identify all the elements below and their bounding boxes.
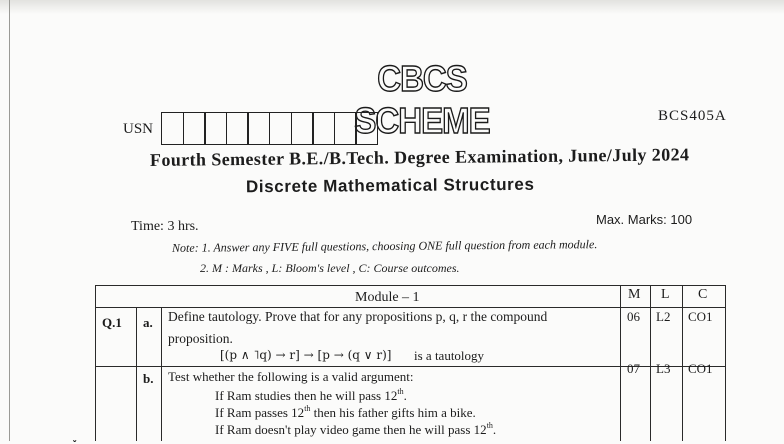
col-header-level: L [661,287,670,302]
usn-digit-box[interactable] [161,112,184,145]
usn-digit-box[interactable] [291,112,314,145]
usn-boxes [161,112,377,145]
part-a-text-line2: proposition. [168,331,233,346]
page-edge-line [9,0,10,441]
part-b-premise-2 [215,404,476,421]
premise-1-end: . [403,388,407,403]
module-heading: Module – 1 [355,290,420,305]
max-marks: Max. Marks: 100 [596,212,693,227]
part-a-formula: [(p ∧ ˥q) → r] → [p → (q ∨ r)] [220,348,392,362]
part-a-formula-tail: is a tautology [414,348,485,363]
usn-digit-box[interactable] [334,112,357,145]
part-a-label: a. [143,315,153,330]
premise-1-sup: th [397,387,404,396]
note-line-1: Note: 1. Answer any FIVE full questions, choosing ONE full question from each module. [171,237,598,255]
margin-pen-mark: ˯ [72,426,78,443]
premise-2-text: If Ram passes 12 [215,405,305,420]
usn-label: USN [123,121,154,137]
premise-2-sup: th [304,404,311,413]
premise-3-text: If Ram doesn't play video game then he will pass 12 [215,422,487,437]
usn-digit-box[interactable] [226,112,249,145]
table-level-divider [650,285,651,441]
part-a-co: CO1 [688,309,713,324]
part-b-marks: 07 [627,361,640,376]
table-right-border [725,285,726,441]
premise-3-end: . [492,422,497,437]
premise-3-sup: th [486,421,493,430]
scan-top-shadow [0,0,784,14]
subject-title: Discrete Mathematical Structures [245,174,535,197]
usn-digit-box[interactable] [355,112,378,145]
scheme-stamp: CBCS SCHEME [354,58,490,141]
col-header-co: C [698,287,708,302]
premise-1-text: If Ram studies then he will pass 12 [215,388,398,403]
premise-2-end: then his father gifts him a bike. [310,405,476,420]
part-b-text-line1: Test whether the following is a valid argument: [168,369,414,384]
time-duration: Time: 3 hrs. [131,219,199,234]
table-module-rule [95,307,726,308]
usn-digit-box[interactable] [183,112,206,145]
usn-digit-box[interactable] [204,112,227,145]
table-part-divider [161,307,162,441]
usn-digit-box[interactable] [312,112,335,145]
part-a-text-line1: Define tautology. Prove that for any propositions p, q, r the compound [168,309,548,324]
col-header-marks: M [628,287,641,302]
exam-title: Fourth Semester B.E./B.Tech. Degree Examination, June/July 2024 [149,144,690,170]
table-left-border [95,285,96,441]
part-b-premise-1 [215,387,407,404]
table-marks-divider [620,285,621,441]
part-a-level: L2 [656,309,671,324]
table-co-divider [682,285,683,441]
part-b-premise-3 [215,421,496,438]
paper-code: BCS405A [658,108,727,124]
table-qno-divider [136,307,137,441]
note-line-2: 2. M : Marks , L: Bloom's level , C: Course outcomes. [200,261,460,275]
question-number: Q.1 [102,315,122,330]
part-b-level: L3 [656,361,671,376]
part-b-co: CO1 [688,361,713,376]
usn-digit-box[interactable] [247,112,270,145]
part-b-label: b. [143,371,154,386]
part-a-marks: 06 [627,309,640,324]
usn-digit-box[interactable] [269,112,292,145]
